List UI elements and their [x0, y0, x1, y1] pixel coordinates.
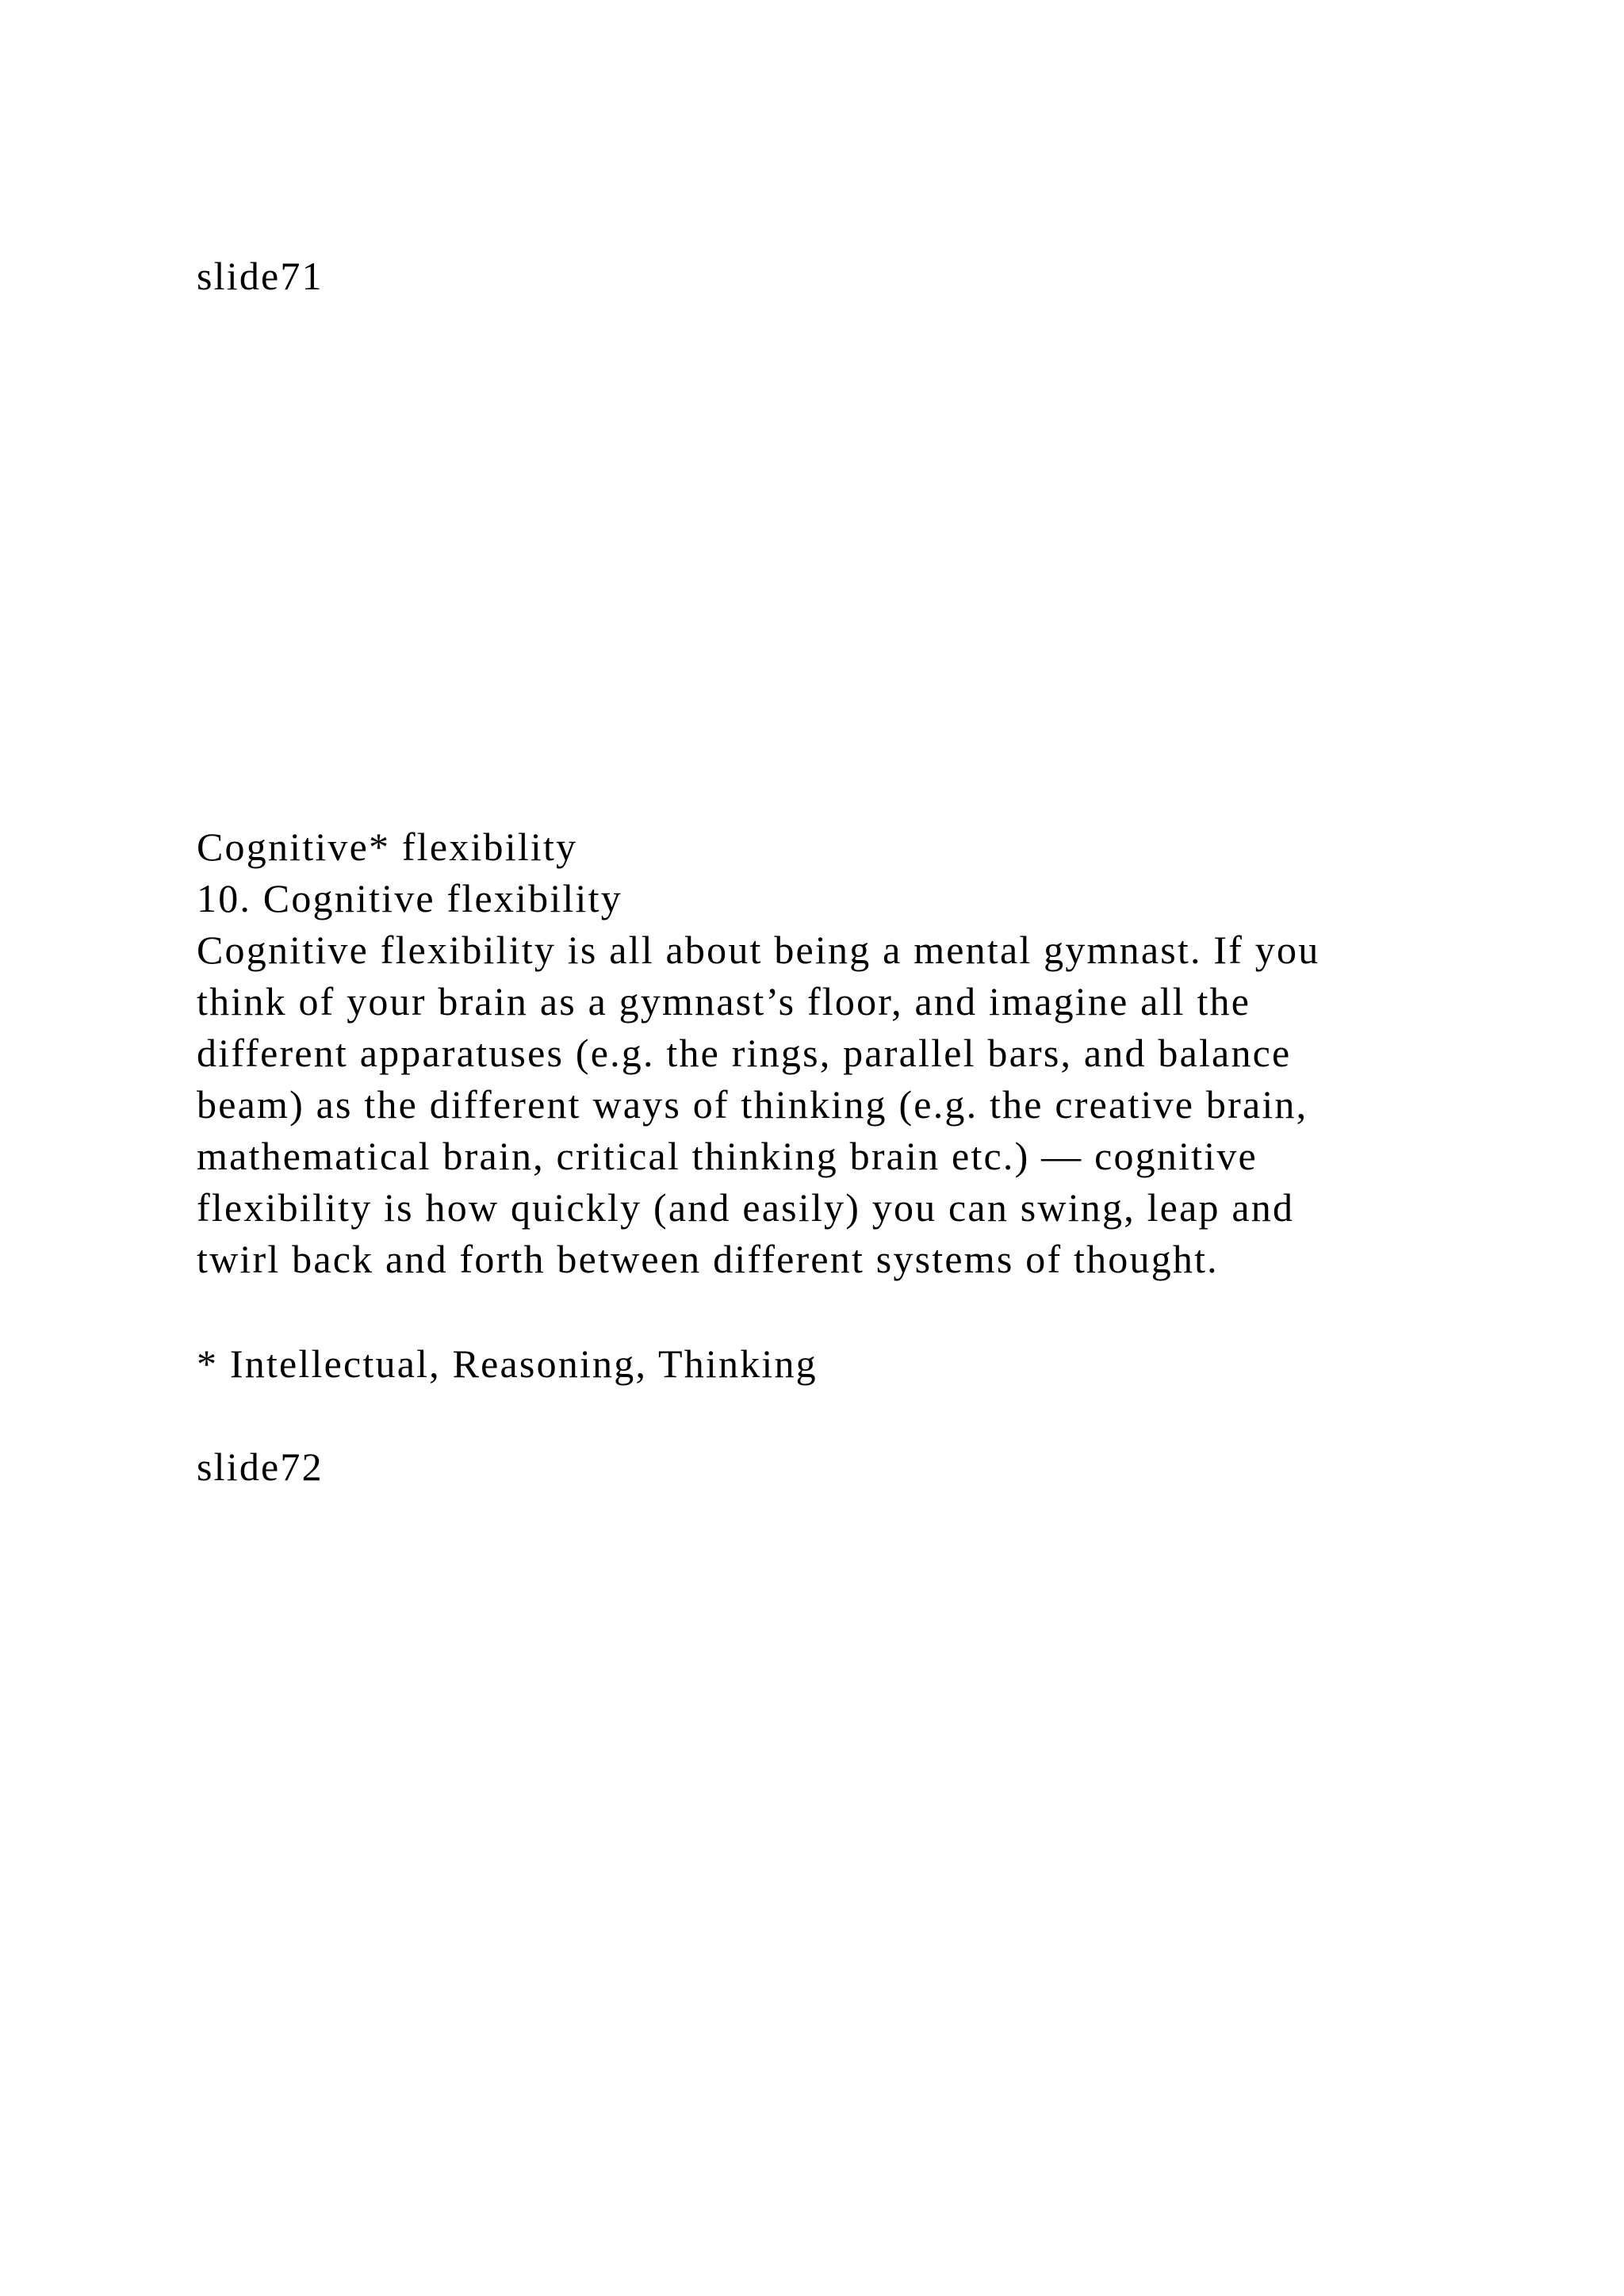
paragraph-line: flexibility is how quickly (and easily) you can swing, leap and: [197, 1185, 1295, 1230]
paragraph-line: different apparatuses (e.g. the rings, parallel bars, and balance: [197, 1031, 1292, 1075]
paragraph-line: Cognitive flexibility is all about being a mental gymnast. If you: [197, 928, 1320, 972]
slide-marker-72: slide72: [197, 1445, 324, 1489]
paragraph-line: beam) as the different ways of thinking (e.g. the creative brain,: [197, 1082, 1308, 1127]
footnote: * Intellectual, Reasoning, Thinking: [197, 1341, 818, 1386]
paragraph-line: think of your brain as a gymnast’s floor, and imagine all the: [197, 979, 1251, 1024]
paragraph-line: twirl back and forth between different systems of thought.: [197, 1237, 1219, 1281]
paragraph-line: mathematical brain, critical thinking brain etc.) — cognitive: [197, 1134, 1258, 1178]
section-title: Cognitive* flexibility: [197, 825, 578, 869]
slide-marker-71: slide71: [197, 254, 324, 298]
section-heading: 10. Cognitive flexibility: [197, 876, 622, 920]
